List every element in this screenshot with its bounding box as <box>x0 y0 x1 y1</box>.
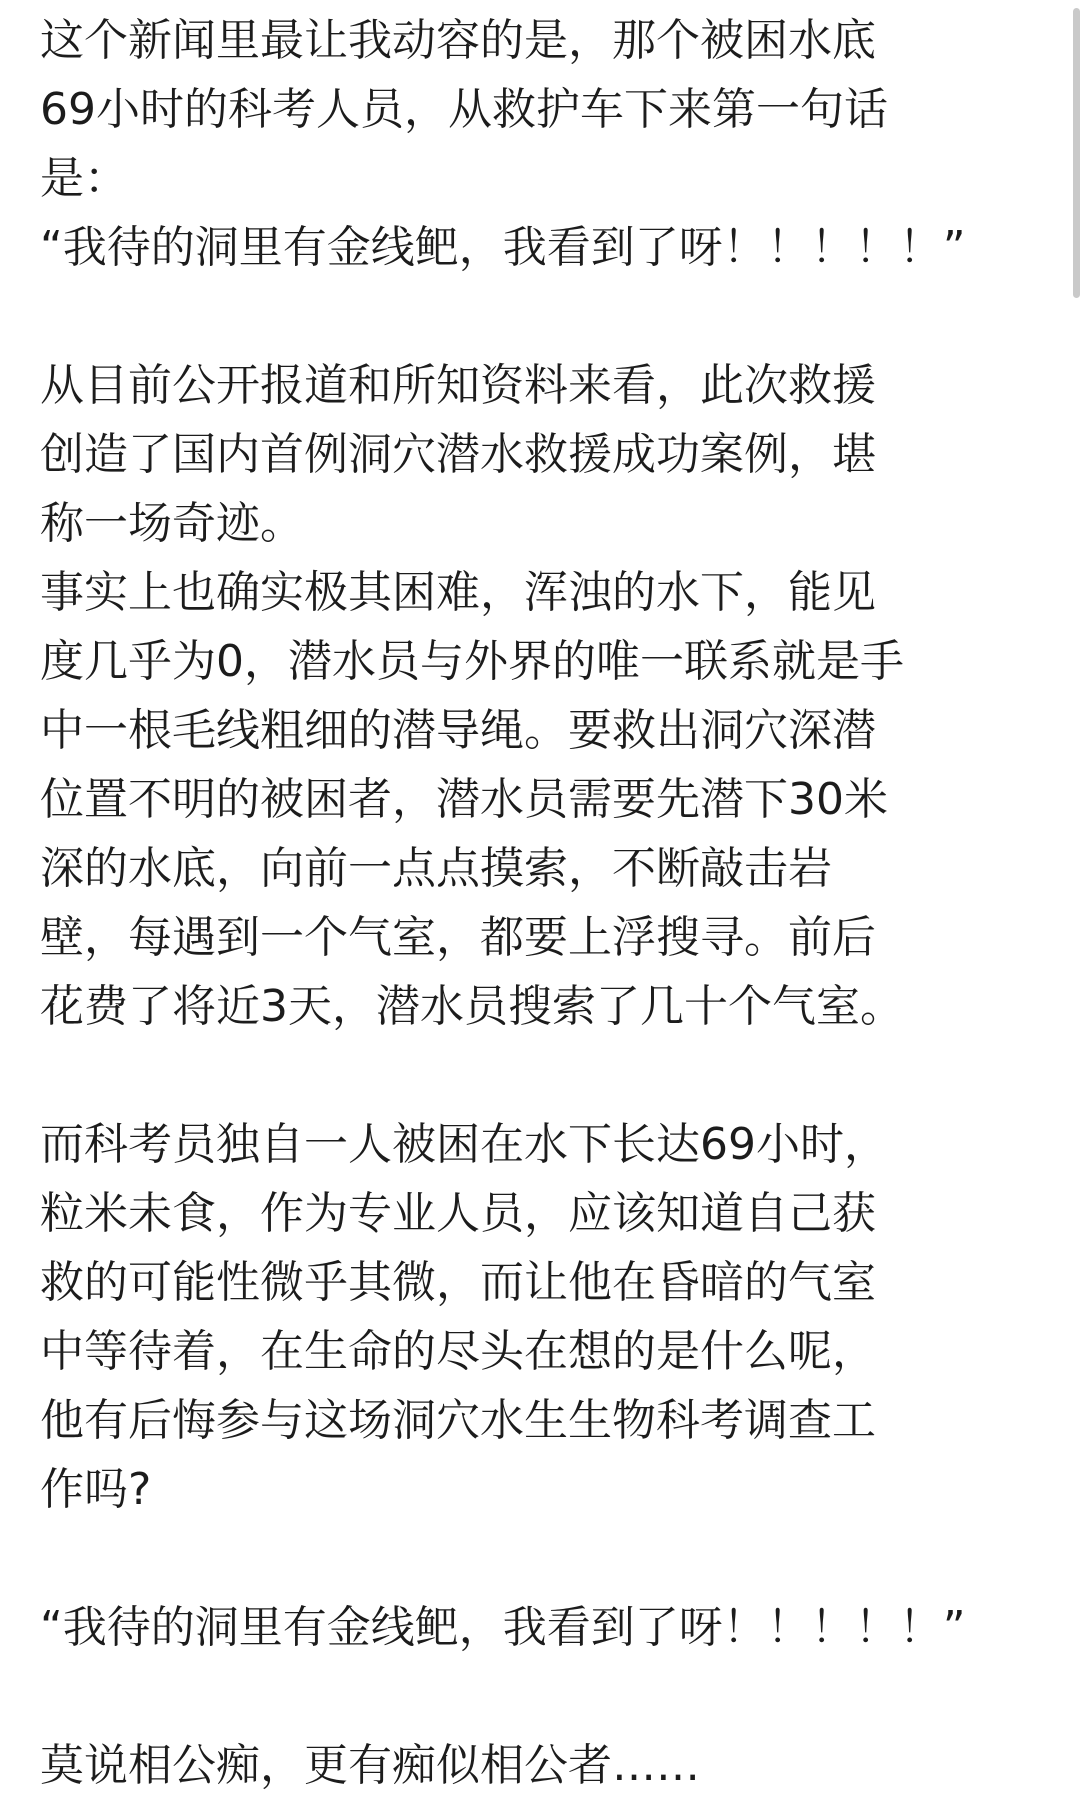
text-line: 称一场奇迹。 <box>40 498 304 549</box>
text-line: 中一根毛线粗细的潜导绳。要救出洞穴深潜 <box>40 705 876 756</box>
text-line: 壁，每遇到一个气室，都要上浮搜寻。前后 <box>40 912 876 963</box>
text-line: 从目前公开报道和所知资料来看，此次救援 <box>40 360 876 411</box>
paragraph-gap <box>40 1662 1050 1731</box>
text-line: 深的水底，向前一点点摸索，不断敲击岩 <box>40 843 832 894</box>
text-line: 而科考员独自一人被困在水下长达69小时， <box>40 1119 888 1170</box>
text-line: 创造了国内首例洞穴潜水救援成功案例，堪 <box>40 429 876 480</box>
text-line: 这个新闻里最让我动容的是，那个被困水底 <box>40 15 876 66</box>
text-line: 粒米未食，作为专业人员，应该知道自己获 <box>40 1188 876 1239</box>
article-body <box>40 6 1050 1800</box>
text-line: 他有后悔参与这场洞穴水生生物科考调查工 <box>40 1395 876 1446</box>
text-line: 中等待着，在生命的尽头在想的是什么呢， <box>40 1326 876 1377</box>
text-line: 事实上也确实极其困难，浑浊的水下，能见 <box>40 567 876 618</box>
scrollbar[interactable] <box>1070 0 1080 1807</box>
text-line: 69小时的科考人员，从救护车下来第一句话 <box>40 84 888 135</box>
text-line: 救的可能性微乎其微，而让他在昏暗的气室 <box>40 1257 876 1308</box>
text-line: 花费了将近3天，潜水员搜索了几十个气室。 <box>40 981 904 1032</box>
quote-line: “我待的洞里有金线鲃，我看到了呀！！！！！” <box>40 1602 966 1653</box>
scrollbar-thumb[interactable] <box>1073 8 1080 298</box>
text-line: 度几乎为0，潜水员与外界的唯一联系就是手 <box>40 636 904 687</box>
text-line: 作吗? <box>40 1464 152 1515</box>
closing-line: 莫说相公痴，更有痴似相公者…… <box>40 1740 700 1791</box>
quote-line: “我待的洞里有金线鲃，我看到了呀！！！！！” <box>40 222 966 273</box>
paragraph-gap <box>40 1041 1050 1110</box>
text-line: 位置不明的被困者，潜水员需要先潜下30米 <box>40 774 888 825</box>
text-line: 是： <box>40 153 128 204</box>
paragraph-gap <box>40 1524 1050 1593</box>
paragraph-gap <box>40 282 1050 351</box>
